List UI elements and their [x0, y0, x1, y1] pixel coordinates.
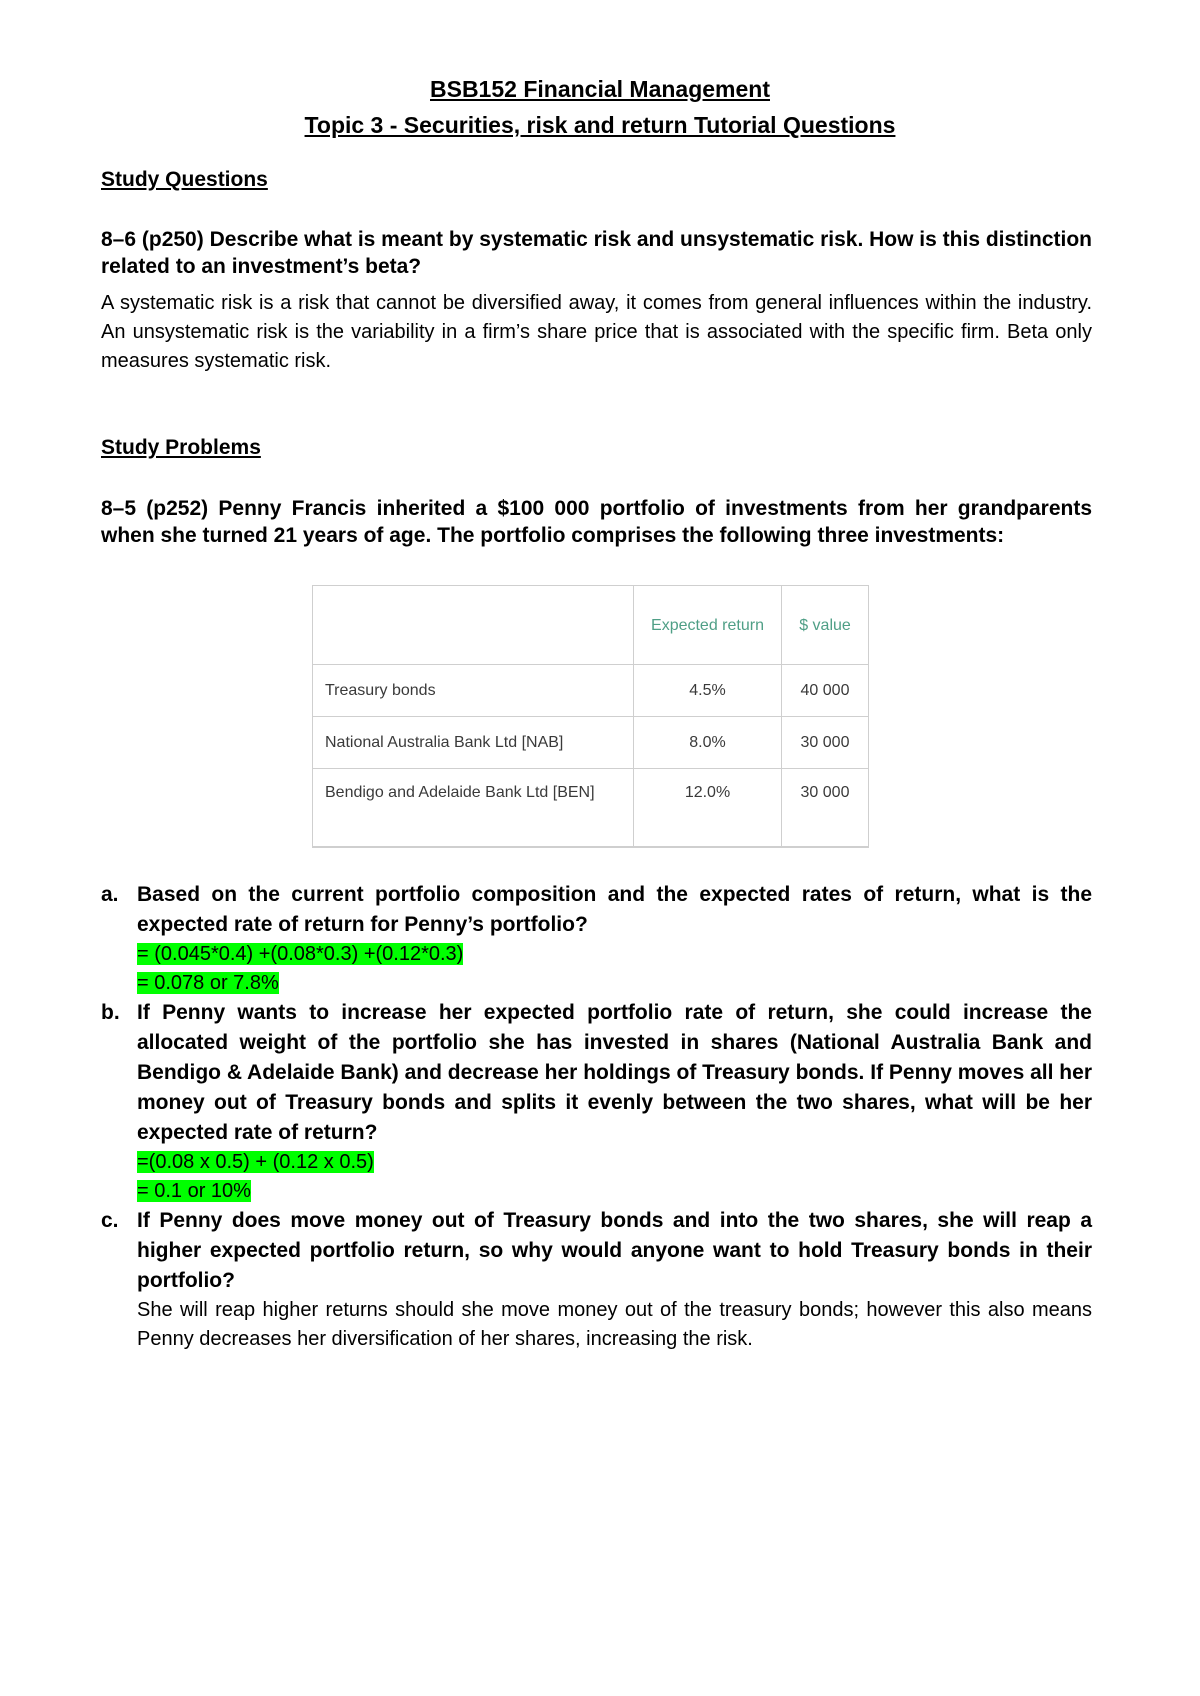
topic-title: Topic 3 - Securities, risk and return Tutorial Questions [304, 112, 896, 138]
table-cell: Bendigo and Adelaide Bank Ltd [BEN] [313, 769, 634, 847]
table-cell: 8.0% [634, 717, 782, 769]
list-item [101, 998, 1092, 1206]
part-b-answer-line: =(0.08 x 0.5) + (0.12 x 0.5) [137, 1151, 374, 1173]
part-a-question: Based on the current portfolio composition and the expected rates of return, what is the expected rate of return for Penny’s portfolio? [137, 883, 1092, 936]
answer-8-6: A systematic risk is a risk that cannot be diversified away, it comes from general influences within the industry. An unsystematic risk is the variability in a firm’s share price that is associated with the specific firm. Beta only measures systematic risk. [101, 292, 1092, 372]
problem-parts-list [101, 880, 1092, 1354]
course-title: BSB152 Financial Management [430, 76, 770, 102]
table-row [313, 769, 869, 847]
table-cell: 12.0% [634, 769, 782, 847]
part-label: c. [101, 1209, 119, 1232]
table-cell: 30 000 [782, 769, 869, 847]
part-a-answer-line: = 0.078 or 7.8% [137, 972, 279, 994]
list-item [101, 880, 1092, 998]
table-header-cell [313, 586, 634, 665]
table-row [313, 717, 869, 769]
study-problems-heading: Study Problems [101, 436, 261, 459]
table-header-cell: $ value [782, 586, 869, 665]
table-cell: National Australia Bank Ltd [NAB] [313, 717, 634, 769]
table-header-cell: Expected return [634, 586, 782, 665]
table-cell: 30 000 [782, 717, 869, 769]
investments-table [312, 585, 869, 848]
problem-8-5: 8–5 (p252) Penny Francis inherited a $100 000 portfolio of investments from her grandparents when she turned 21 years of age. The portfolio comprises the following three investments: [101, 497, 1092, 547]
study-questions-heading: Study Questions [101, 168, 268, 191]
table-cell: 4.5% [634, 665, 782, 717]
table-cell: Treasury bonds [313, 665, 634, 717]
part-label: b. [101, 1001, 120, 1024]
table-cell: 40 000 [782, 665, 869, 717]
question-8-6: 8–6 (p250) Describe what is meant by systematic risk and unsystematic risk. How is this distinction related to an investment’s beta? [101, 228, 1092, 278]
table-row [313, 665, 869, 717]
list-item [101, 1206, 1092, 1354]
part-b-answer-line: = 0.1 or 10% [137, 1180, 251, 1202]
part-c-answer: She will reap higher returns should she move money out of the treasury bonds; however this also means Penny decreases her diversification of her shares, increasing the risk. [137, 1299, 1092, 1350]
part-a-answer-line: = (0.045*0.4) +(0.08*0.3) +(0.12*0.3) [137, 943, 464, 965]
table-header-row [313, 586, 869, 665]
part-label: a. [101, 883, 119, 906]
part-c-question: If Penny does move money out of Treasury bonds and into the two shares, she will reap a higher expected portfolio return, so why would anyone want to hold Treasury bonds in their portfolio? [137, 1209, 1092, 1292]
part-b-question: If Penny wants to increase her expected portfolio rate of return, she could increase the allocated weight of the portfolio she has invested in shares (National Australia Bank and Bendigo & Adelaide Bank) and decrease her holdings of Treasury bonds. If Penny moves all her money out of Treasury bonds and splits it evenly between the two shares, what will be her expected rate of return? [137, 1001, 1092, 1144]
